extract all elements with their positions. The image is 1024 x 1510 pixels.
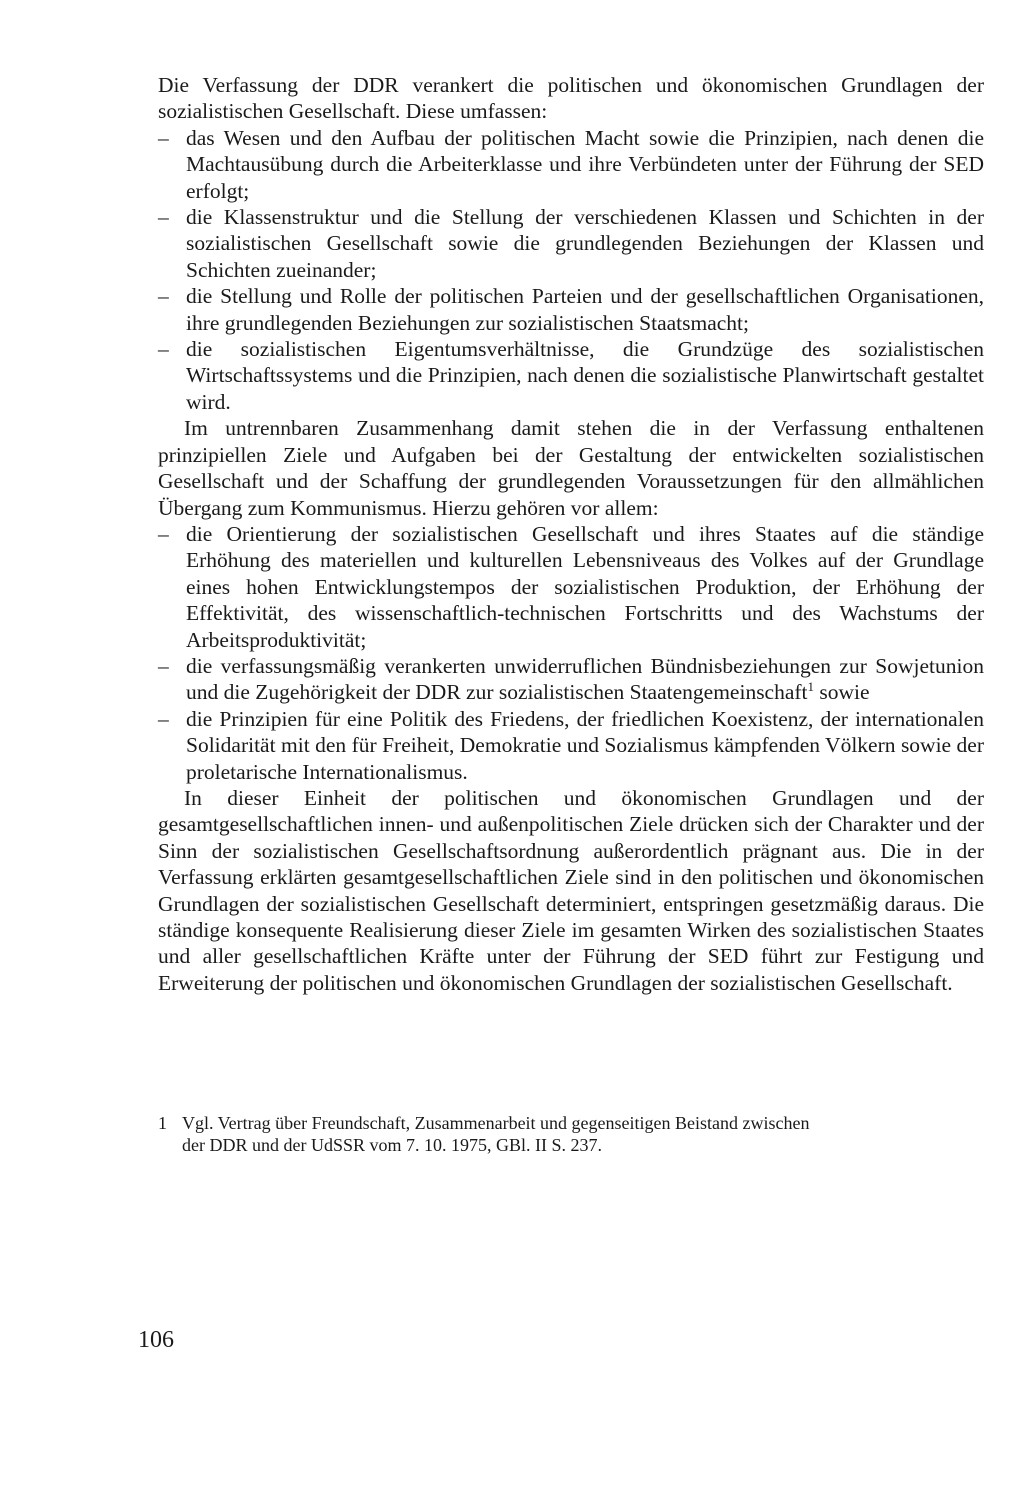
footnote bbox=[158, 1112, 970, 1156]
list-item-text: die verfassungsmäßig verankerten unwiderruflichen Bündnisbeziehungen zur Sowjetunion und die Zugehörigkeit der DDR zur sozialistischen Staatengemeinschaft bbox=[186, 653, 984, 705]
footnote-mark: 1 bbox=[158, 1113, 167, 1133]
page-number: 106 bbox=[138, 1327, 174, 1353]
footnote-text: Vgl. Vertrag über Freundschaft, Zusammenarbeit und gegenseitigen Beistand zwischen bbox=[182, 1113, 810, 1133]
goals-list bbox=[158, 521, 984, 785]
list-item: – das Wesen und den Aufbau der politischen Macht sowie die Prinzipien, nach denen die Machtausübung durch die Arbeiterklasse und ihre Verbündeten unter der Führung der SED erfolgt; bbox=[158, 125, 984, 204]
list-item bbox=[158, 653, 984, 706]
constitution-foundations-list bbox=[158, 125, 984, 415]
intro-paragraph: Die Verfassung der DDR verankert die politischen und ökonomischen Grundlagen der sozialistischen Gesellschaft. Diese umfassen: bbox=[158, 73, 984, 124]
list-item: – die sozialistischen Eigentumsverhältnisse, die Grundzüge des sozialistischen Wirtschaftssystems und die Prinzipien, nach denen die sozialistische Planwirtschaft gestaltet wird. bbox=[158, 336, 984, 415]
list-item: – die Klassenstruktur und die Stellung der verschiedenen Klassen und Schichten in der sozialistischen Gesellschaft sowie die grundlegenden Beziehungen der Klassen und Schichten zueinander; bbox=[158, 204, 984, 283]
footnote-line bbox=[158, 1112, 970, 1134]
list-item: – die Stellung und Rolle der politischen Parteien und der gesellschaftlichen Organisationen, ihre grundlegenden Beziehungen zur sozialistischen Staatsmacht; bbox=[158, 283, 984, 336]
list-item-text-tail: sowie bbox=[814, 680, 870, 705]
list-item: – die Prinzipien für eine Politik des Friedens, der friedlichen Koexistenz, der internationalen Solidarität mit den für Freiheit, Demokratie und Sozialismus kämpfenden Völkern sowie der proletarische Internationalismus. bbox=[158, 706, 984, 785]
footnote-continuation: der DDR und der UdSSR vom 7. 10. 1975, GBl. II S. 237. bbox=[182, 1135, 603, 1155]
footnote-reference: 1 bbox=[807, 679, 815, 695]
list-item: – die Orientierung der sozialistischen Gesellschaft und ihres Staates auf die ständige Erhöhung des materiellen und kulturellen Lebensniveaus des Volkes auf der Grundlage eines hohen Entwicklungstempos der sozialistischen Produktion, der Erhöhung der Effektivität, des wissenschaftlich-technischen Fortschritts und des Wachstums der Arbeitsproduktivität; bbox=[158, 521, 984, 653]
conclusion-paragraph: In dieser Einheit der politischen und ökonomischen Grundlagen und der gesamtgesellschaftlichen innen- und außenpolitischen Ziele drücken sich der Charakter und der Sinn der sozialistischen Gesellschaftsordnung außerordentlich prägnant aus. Die in der Verfassung erklärten gesamtgesellschaftlichen Ziele sind in den politischen und ökonomischen Grundlagen der sozialistischen Gesellschaft determiniert, entspringen gesetzmäßig daraus. Die ständige konsequente Realisierung dieser Ziele im gesamten Wirken des sozialistischen Staates und aller gesellschaftlichen Kräfte unter der Führung der SED führt zur Festigung und Erweiterung der politischen und ökonomischen Grundlagen der sozialistischen Gesellschaft. bbox=[158, 785, 984, 995]
goals-paragraph: Im untrennbaren Zusammenhang damit stehen die in der Verfassung enthaltenen prinzipiellen Ziele und Aufgaben bei der Gestaltung der entwickelten sozialistischen Gesellschaft und der Schaffung der grundlegenden Voraussetzungen für den allmählichen Übergang zum Kommunismus. Hierzu gehören vor allem: bbox=[158, 416, 984, 520]
main-text bbox=[158, 72, 984, 996]
